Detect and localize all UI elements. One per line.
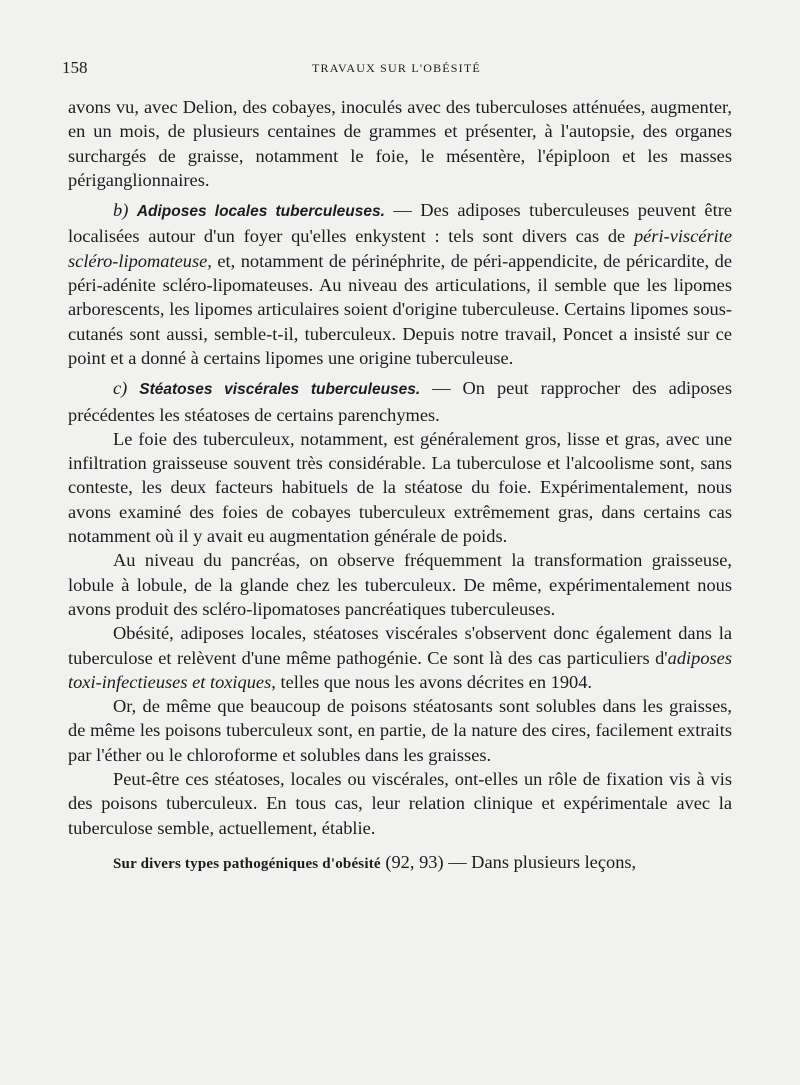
paragraph-cobayes: avons vu, avec Delion, des cobayes, inoculés avec des tuberculoses atténuées, augmenter, en un mois, de plusieurs centaines de grammes et présenter, à l'autopsie, des organes surchargés de graisse, notamment le foie, le mésentère, l'épiploon et les masses périganglionnaires. [68, 97, 732, 190]
paragraph-obesite [68, 621, 732, 694]
paragraph-pancreas: Au niveau du pancréas, on observe fréquemment la transformation graisseuse, lobule à lobule, de la glande chez les tuberculeux. De même, expérimentalement nous avons produit des scléro-lipomatoses pancréatiques tuberculeuses. [68, 550, 732, 619]
section-c-text: On peut rapprocher des adiposes précédentes les stéatoses de certains parenchymes. [68, 378, 732, 425]
obesite-text-1: Obésité, adiposes locales, stéatoses viscérales s'observent donc également dans la tuberculose et relèvent d'une même pathogénie. Ce sont là des cas particuliers d' [68, 623, 732, 668]
section-b-text-2: et, notamment de périnéphrite, de péri-appendicite, de péricardite, de péri-adénite scléro-lipomateuses. Au niveau des articulations, il semble que les lipomes arborescents, les lipomes articulaires soient d'origine tuberculeuse. Certains lipomes sous-cutanés sont aussi, semble-t-il, tuberculeux. Depuis notre travail, Poncet a insisté sur ce point et a donné à certains lipomes une origine tuberculeuse. [68, 250, 732, 368]
obesite-term: adiposes toxi-infectieuses et toxiques, [68, 647, 732, 692]
obesite-text-2: telles que nous les avons décrites en 1904. [275, 671, 593, 692]
section-b-term: péri-viscérite scléro-lipomateuse, [68, 226, 732, 271]
page-number: 158 [62, 58, 88, 77]
paragraph-peut-etre: Peut-être ces stéatoses, locales ou viscérales, ont-elles un rôle de fixation vis à vis des poisons tuberculeux. En tous cas, leur relation clinique et expérimentale avec la tuberculose semble, actuellement, établie. [68, 769, 732, 838]
section-b-title: Adiposes locales tuberculeuses. [136, 203, 385, 221]
section-b-dash: — [384, 200, 421, 221]
types-pathogeniques-refs: (92, 93) [380, 851, 444, 872]
paragraph-types-pathogeniques [68, 850, 732, 876]
paragraph-foie: Le foie des tuberculeux, notamment, est généralement gros, lisse et gras, avec une infiltration graisseuse souvent très considérable. La tuberculose et l'alcoolisme sont, sans conteste, les deux facteurs habituels de la stéatose du foie. Expérimentalement, nous avons examiné des foies de cobayes tuberculeux extrêmement gras, dans certains cas notamment où il y avait eu augmentation générale de poids. [68, 428, 732, 547]
body-text [68, 95, 732, 876]
running-title: TRAVAUX SUR L'OBÉSITÉ [312, 61, 481, 75]
types-pathogeniques-heading: Sur divers types pathogéniques d'obésité [113, 855, 381, 872]
paragraph-poisons: Or, de même que beaucoup de poisons stéatosants sont solubles dans les graisses, de même les poisons tuberculeux sont, en partie, de la nature des cires, facilement extraits par l'éther ou le chloroforme et solubles dans les graisses. [68, 696, 732, 765]
section-b-text-1: Des adiposes tuberculeuses peuvent être localisées autour d'un foyer qu'elles enkystent : tels sont divers cas de [68, 200, 732, 247]
section-b-label: b) [113, 200, 129, 221]
section-c-title: Stéatoses viscérales tuberculeuses. [139, 381, 421, 399]
section-c-paragraph [68, 376, 732, 427]
section-c-label: c) [113, 378, 128, 399]
section-c-dash: — [420, 378, 463, 399]
types-pathogeniques-text: — Dans plusieurs leçons, [443, 851, 637, 872]
section-b-paragraph [68, 198, 732, 370]
page-header [62, 58, 732, 82]
